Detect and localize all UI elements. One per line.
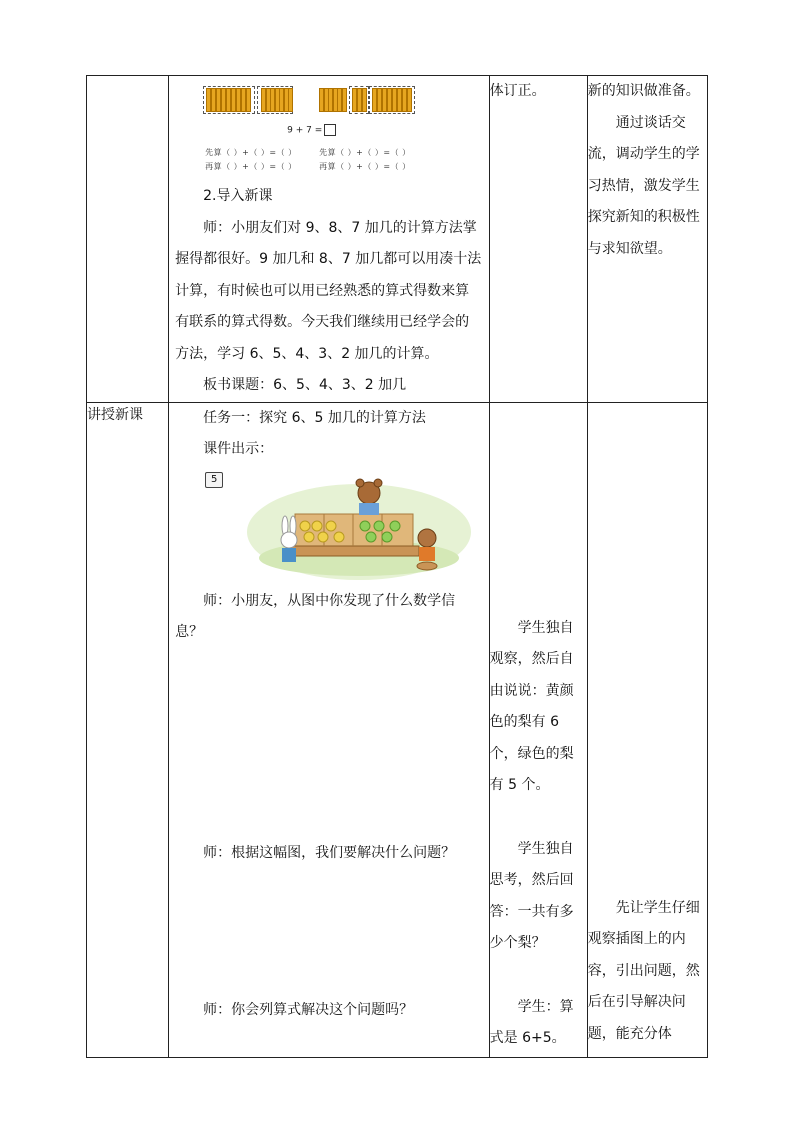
intent-paragraph: 先让学生仔细观察插图上的内容，引出问题，然后在引导解决问题，能充分体 xyxy=(587,899,700,1042)
row2-label-cell xyxy=(87,402,169,1057)
row2-student-cell xyxy=(489,402,587,1057)
counting-stick xyxy=(288,88,293,112)
row2-content-cell xyxy=(169,402,490,1057)
intent-line: 新的知识做准备。 xyxy=(587,83,700,99)
stage-label: 讲授新课 xyxy=(87,406,143,423)
stick-diagram xyxy=(169,76,489,181)
intent-paragraph: 通过谈话交流，调动学生的学习热情，激发学生探究新知的积极性与求知欲望。 xyxy=(587,114,700,257)
counting-stick xyxy=(407,88,412,112)
spacer xyxy=(490,960,587,992)
pear-illustration xyxy=(169,466,489,586)
fill-left-1: 先算（ ）+（ ）=（ ） xyxy=(205,148,297,157)
table-row xyxy=(87,76,708,403)
student-answer-3: 学生：算式是 6+5。 xyxy=(489,998,574,1046)
courseware-label: 课件出示： xyxy=(203,441,274,457)
student-text: 体订正。 xyxy=(489,83,546,99)
equation: 9 + 7 = xyxy=(287,124,336,136)
student-answer-1: 学生独自观察，然后自由说说：黄颜色的梨有 6 个，绿色的梨有 5 个。 xyxy=(489,619,574,793)
spacer xyxy=(588,403,707,893)
task-title: 任务一：探究 6、5 加几的计算方法 xyxy=(203,409,426,426)
row1-label-cell xyxy=(87,76,169,403)
teacher-question-2: 师：根据这幅图，我们要解决什么问题？ xyxy=(203,844,456,861)
row1-content-cell xyxy=(169,76,490,403)
board-title: 板书课题：6、5、4、3、2 加几 xyxy=(203,377,407,393)
row2-intent-cell xyxy=(587,402,707,1057)
problem-number-badge: 5 xyxy=(205,472,223,488)
section-heading: 2.导入新课 xyxy=(203,188,273,204)
counting-stick xyxy=(362,88,367,112)
counting-stick xyxy=(246,88,251,112)
spacer xyxy=(169,869,489,995)
spacer xyxy=(490,403,587,613)
lesson-table xyxy=(86,75,708,1058)
teacher-question-1: 师：小朋友，从图中你发现了什么数学信息？ xyxy=(175,592,456,640)
row1-intent-cell xyxy=(587,76,707,403)
table-row xyxy=(87,402,708,1057)
row1-student-cell xyxy=(489,76,587,403)
fill-right-2: 再算（ ）+（ ）=（ ） xyxy=(319,162,411,171)
counting-stick xyxy=(342,88,347,112)
pear-scene-svg xyxy=(169,466,479,586)
spacer xyxy=(490,802,587,834)
teacher-question-3: 师：你会列算式解决这个问题吗？ xyxy=(203,1002,414,1018)
fill-left-2: 再算（ ）+（ ）=（ ） xyxy=(205,162,297,171)
spacer xyxy=(169,649,489,838)
student-answer-2: 学生独自思考，然后回答：一共有多少个梨？ xyxy=(489,840,574,951)
answer-box xyxy=(324,124,336,136)
teacher-paragraph: 师：小朋友们对 9、8、7 加几的计算方法掌握得都很好。9 加几和 8、7 加几都可以用凑十法计算，有时候也可以用已经熟悉的算式得数来算有联系的算式得数。今天我们继续用已经学会的方法，学习 6、5、4、3、2 加几的计算。 xyxy=(175,219,482,362)
fill-right-1: 先算（ ）+（ ）=（ ） xyxy=(319,148,411,157)
